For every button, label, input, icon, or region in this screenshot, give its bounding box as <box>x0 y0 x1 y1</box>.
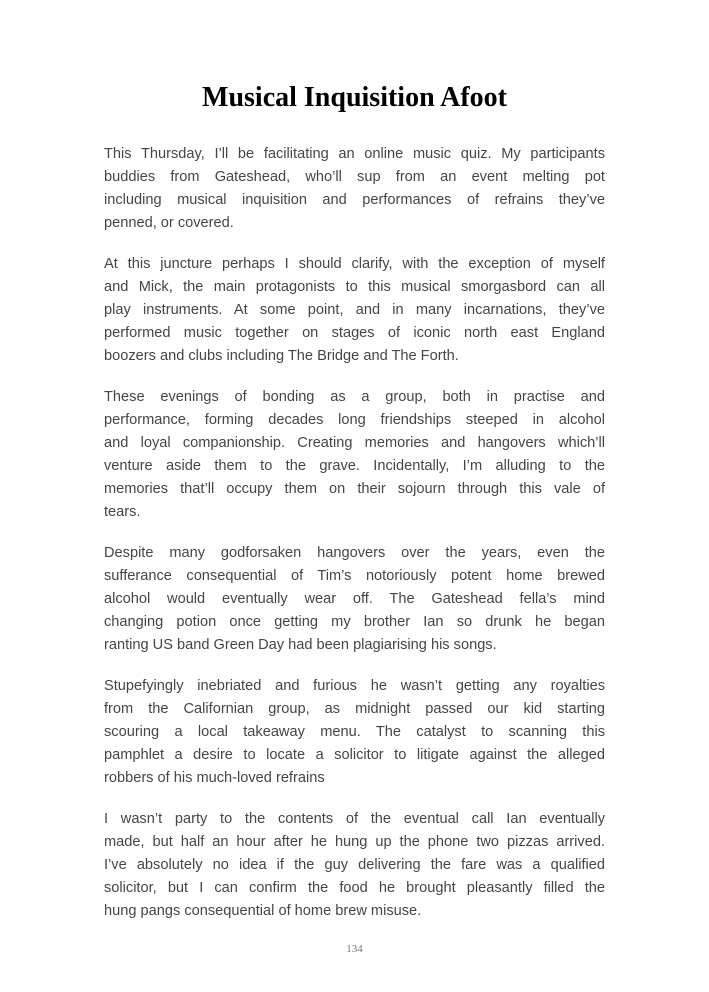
text-line: At this juncture perhaps I should clarify, with the exception of myself <box>104 256 605 272</box>
text-line: These evenings of bonding as a group, both in practise and <box>104 389 605 405</box>
text-line: including musical inquisition and performances of refrains they’ve <box>104 192 605 208</box>
text-line: buddies from Gateshead, who’ll sup from an event melting pot <box>104 169 605 185</box>
text-line: ranting US band Green Day had been plagiarising his songs. <box>104 637 497 653</box>
text-line: and loyal companionship. Creating memories and hangovers which’ll <box>104 435 605 451</box>
paragraph <box>104 675 605 790</box>
paragraph <box>104 386 605 524</box>
text-line: changing potion once getting my brother Ian so drunk he began <box>104 614 605 630</box>
text-line: alcohol would eventually wear off. The Gateshead fella’s mind <box>104 591 605 607</box>
page-number: 134 <box>346 943 363 955</box>
text-line: performance, forming decades long friendships steeped in alcohol <box>104 412 605 428</box>
text-line: This Thursday, I’ll be facilitating an online music quiz. My participants <box>104 146 605 162</box>
page-title: Musical Inquisition Afoot <box>202 82 507 113</box>
text-line: penned, or covered. <box>104 215 234 231</box>
text-line: scouring a local takeaway menu. The catalyst to scanning this <box>104 724 605 740</box>
text-line: I’ve absolutely no idea if the guy delivering the fare was a qualified <box>104 857 605 873</box>
text-line: performed music together on stages of iconic north east England <box>104 325 605 341</box>
paragraph <box>104 542 605 657</box>
text-line: Despite many godforsaken hangovers over the years, even the <box>104 545 605 561</box>
text-line: boozers and clubs including The Bridge and The Forth. <box>104 348 459 364</box>
text-line: tears. <box>104 504 141 520</box>
text-line: solicitor, but I can confirm the food he brought pleasantly filled the <box>104 880 605 896</box>
text-line: I wasn’t party to the contents of the eventual call Ian eventually <box>104 811 605 827</box>
text-line: robbers of his much-loved refrains <box>104 770 325 786</box>
text-line: Stupefyingly inebriated and furious he wasn’t getting any royalties <box>104 678 605 694</box>
text-line: from the Californian group, as midnight passed our kid starting <box>104 701 605 717</box>
text-line: memories that’ll occupy them on their sojourn through this vale of <box>104 481 605 497</box>
text-line: made, but half an hour after he hung up the phone two pizzas arrived. <box>104 834 605 850</box>
body-text <box>104 143 605 941</box>
text-line: and Mick, the main protagonists to this musical smorgasbord can all <box>104 279 605 295</box>
paragraph <box>104 808 605 923</box>
paragraph <box>104 143 605 235</box>
text-line: pamphlet a desire to locate a solicitor to litigate against the alleged <box>104 747 605 763</box>
paragraph <box>104 253 605 368</box>
text-line: venture aside them to the grave. Incidentally, I’m alluding to the <box>104 458 605 474</box>
text-line: sufferance consequential of Tim’s notoriously potent home brewed <box>104 568 605 584</box>
text-line: play instruments. At some point, and in many incarnations, they’ve <box>104 302 605 318</box>
text-line: hung pangs consequential of home brew misuse. <box>104 903 422 919</box>
